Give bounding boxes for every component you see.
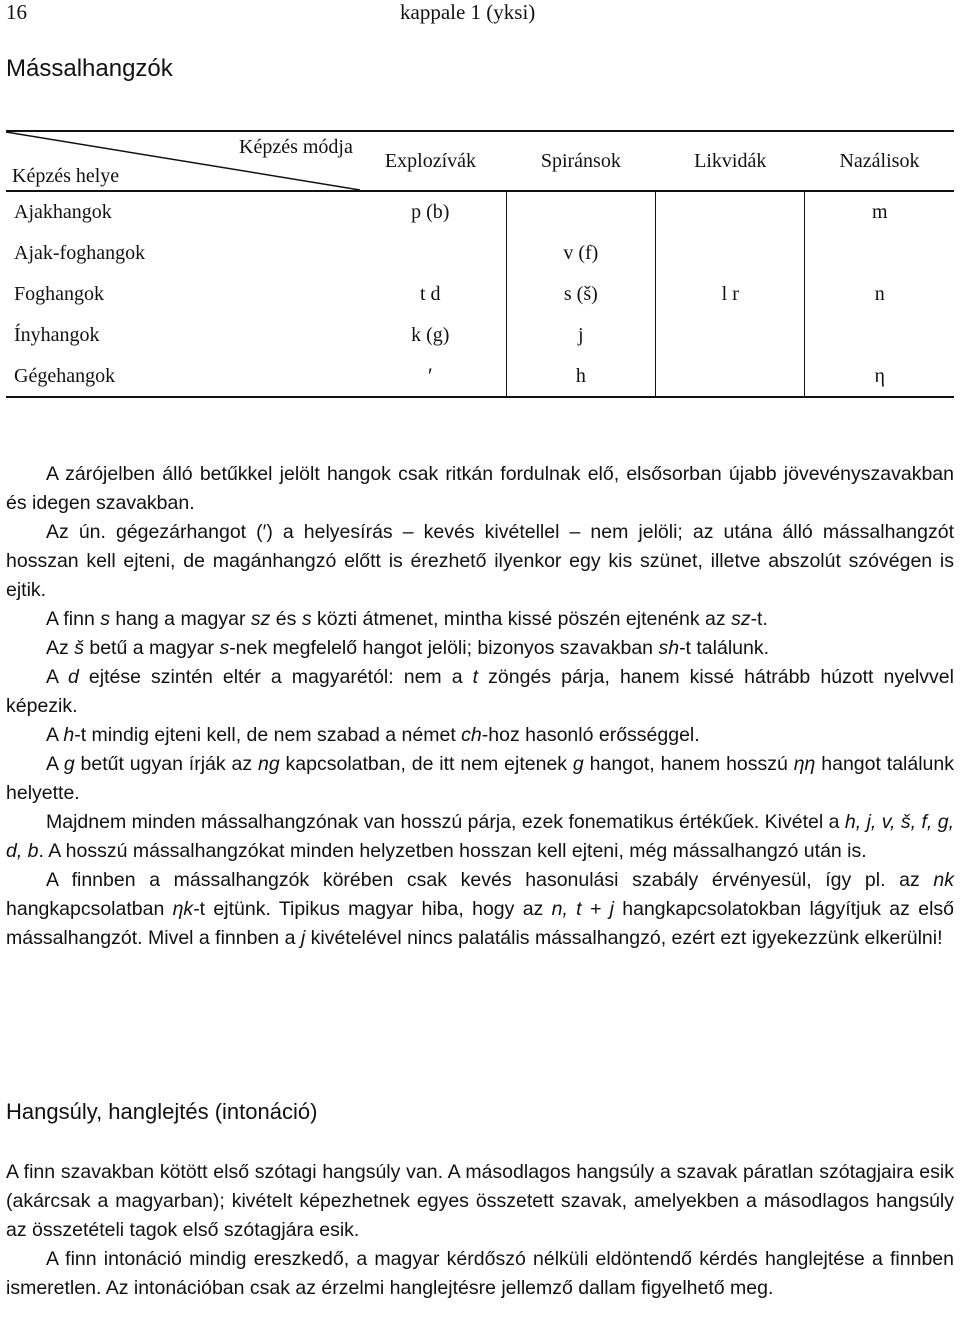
table-row <box>6 315 954 356</box>
page-number: 16 <box>6 0 27 24</box>
table-cell <box>805 233 954 274</box>
table-row <box>6 191 954 233</box>
paragraph: Majdnem minden mássalhangzónak van hosszú párja, ezek fonematikus értékűek. Kivétel a h, j, v, š, f, g, d, b. A hosszú mássalhangzókat minden helyzetben hosszan kell ejteni, még mássalhangzó után is. <box>6 811 954 862</box>
table-cell <box>656 356 805 397</box>
table-cell: l r <box>721 283 739 305</box>
table-cell: j <box>506 315 656 356</box>
table-cell: h <box>506 356 656 397</box>
table-cell: s (š) <box>506 274 656 315</box>
paragraph: A finn szavakban kötött első szótagi hangsúly van. A másodlagos hangsúly a szavak páratlan szótagjaira esik (akárcsak a magyarban); kivételt képezhetnek egyes összetett szavak, amelyekben a másodlagos hangsúly az összetételi tagok első szótagjára esik. <box>6 1161 954 1241</box>
corner-manner-label: Képzés módja <box>239 136 353 158</box>
column-header: Likvidák <box>656 131 805 191</box>
table-cell: k (g) <box>411 324 450 346</box>
paragraph: Az ún. gégezárhangot (′) a helyesírás – kevés kivétellel – nem jelöli; az utána álló mássalhangzót hosszan kell ejteni, de magánhangzó előtt is érezhető ilyenkor egy kis szünet, illetve abszolút szóvégen is ejtik. <box>6 521 954 601</box>
table-cell: m <box>805 191 954 233</box>
row-label: Ínyhangok <box>14 324 100 346</box>
paragraph: Az š betű a magyar s-nek megfelelő hangot jelöli; bizonyos szavakban sh-t találunk. <box>46 637 770 659</box>
table-cell: η <box>805 356 954 397</box>
paragraph: A finn s hang a magyar sz és s közti átmenet, mintha kissé pöszén ejtenénk az sz-t. <box>46 608 768 630</box>
row-label: Ajakhangok <box>14 201 112 223</box>
table-header-row <box>6 131 954 191</box>
table-cell: n <box>805 274 954 315</box>
paragraph: A finnben a mássalhangzók körében csak kevés hasonulási szabály érvényesül, így pl. az nk hangkapcsolatban ηk-t ejtünk. Tipikus magyar hiba, hogy az n, t + j hangkapcsolatokban lágyítjuk az első mássalhangzót. Mivel a finnben a j kivételével nincs palatális mássalhangzó, ezért ezt igyekezzünk elkerülni! <box>6 869 954 949</box>
paragraph: A zárójelben álló betűkkel jelölt hangok csak ritkán fordulnak elő, elsősorban újabb jövevényszavakban és idegen szavakban. <box>6 463 954 514</box>
table-cell <box>656 315 805 356</box>
table-row <box>6 233 954 274</box>
section-title-stress: Hangsúly, hanglejtés (intonáció) <box>6 1099 318 1124</box>
running-title: kappale 1 (yksi) <box>400 0 536 24</box>
stress-notes <box>6 1158 954 1303</box>
column-header: Nazálisok <box>805 131 954 191</box>
section-title-consonants: Mássalhangzók <box>6 55 173 82</box>
paragraph: A g betűt ugyan írják az ng kapcsolatban, de itt nem ejtenek g hangot, hanem hosszú ηη hangot találunk helyette. <box>6 753 954 804</box>
paragraph: A finn intonáció mindig ereszkedő, a magyar kérdőszó nélküli eldöntendő kérdés hanglejtése a finnben ismeretlen. Az intonációban csak az érzelmi hanglejtésre jellemző dallam figyelhető meg. <box>6 1248 954 1299</box>
row-label: Foghangok <box>14 283 104 305</box>
column-header: Spiránsok <box>506 131 656 191</box>
table-cell: p (b) <box>411 201 450 223</box>
column-header: Explozívák <box>355 131 506 191</box>
table-cell <box>805 315 954 356</box>
consonant-notes <box>6 460 954 953</box>
row-label: Gégehangok <box>6 356 355 397</box>
table-cell <box>656 233 805 274</box>
table-cell <box>506 191 656 233</box>
paragraph: A h-t mindig ejteni kell, de nem szabad a német ch-hoz hasonló erősséggel. <box>46 724 700 746</box>
table-row <box>6 274 954 315</box>
page-header <box>0 0 960 26</box>
corner-place-label: Képzés helye <box>12 165 120 187</box>
table-row <box>6 356 954 397</box>
table-cell: t d <box>419 283 441 305</box>
corner-cell <box>6 131 355 191</box>
consonant-table <box>6 130 954 392</box>
table-cell <box>355 233 506 274</box>
table-cell <box>656 191 805 233</box>
row-label: Ajak-foghangok <box>14 242 146 264</box>
table-cell: ′ <box>355 356 506 397</box>
table-cell: v (f) <box>506 233 656 274</box>
paragraph: A d ejtése szintén eltér a magyarétól: nem a t zöngés párja, hanem kissé hátrább húzott nyelvvel képezik. <box>6 666 954 717</box>
